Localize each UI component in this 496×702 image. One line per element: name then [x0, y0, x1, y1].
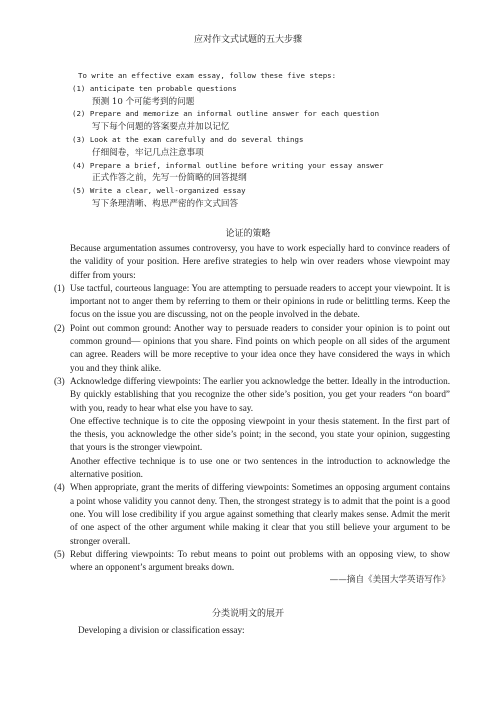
step-chinese: 正式作答之前，先写一份简略的回答提纲 [92, 173, 247, 184]
step-chinese: 写下条理清晰、构思严密的作文式回答 [92, 198, 239, 209]
step-english: Prepare and memorize an informal outline answer for each question [89, 109, 380, 119]
strategy-1 [54, 282, 450, 322]
strategy-5 [54, 548, 450, 575]
strategy-number: (3) [54, 375, 65, 386]
classification-subheading: Developing a division or classification essay: [78, 625, 245, 635]
step-number: (2) [72, 109, 86, 119]
technique-paragraph-1: One effective technique is to cite the opposing viewpoint in your thesis statement. In the first part of the thesis, you acknowledge the other side’s point; in the second, you state your opinion, suggesting that yours is the stronger viewpoint. [70, 415, 450, 453]
strategy-number: (1) [54, 282, 65, 293]
step-number: (3) [72, 134, 86, 144]
strategy-number: (5) [54, 548, 65, 559]
strategy-4 [54, 481, 450, 547]
strategy-text: Acknowledge differing viewpoints: The earlier you acknowledge the better. Ideally in the introduction. By quickly establishing that you recognize the other side’s position, you get your readers “on board” with you, ready to hear what else you have to say. [70, 375, 450, 413]
strategy-2 [54, 322, 450, 375]
step-4 [72, 160, 478, 186]
heading-argument-strategies: 论证的策略 [225, 229, 271, 239]
strategy-text: Use tactful, courteous language: You are attempting to persuade readers to accept your viewpoint. It is important not to anger them by referring to them or their opinions in rude or belittling terms. Keep the focus on the issue you are discussing, not on the people involved in the debate. [70, 282, 450, 320]
step-chinese: 预测 10 个可能考到的问题 [92, 96, 195, 107]
strategy-3 [54, 375, 450, 415]
strategy-text: When appropriate, grant the merits of differing viewpoints: Sometimes an opposing argument contains a point whose validity you cannot deny. Then, the strongest strategy is to admit that the point is a good one. You will lose credibility if you argue against something that clearly makes sense. Admit the merit of one aspect of the other argument while making it clear that you still believe your argument to be stronger overall. [70, 482, 450, 546]
step-number: (1) [72, 83, 86, 93]
steps-intro: To write an effective exam essay, follow these five steps: [78, 71, 337, 80]
step-chinese: 仔细阅卷，牢记几点注意事项 [92, 147, 204, 158]
step-2 [72, 108, 478, 134]
step-english: Look at the exam carefully and do several things [89, 134, 304, 144]
step-3 [72, 134, 478, 160]
step-1 [72, 83, 478, 109]
argument-section [54, 242, 450, 588]
exam-essay-steps [72, 70, 478, 211]
citation: ——摘自《美国大学英语写作》 [329, 575, 450, 586]
strategy-text: Rebut differing viewpoints: To rebut means to point out problems with an opposing view, to show where an opponent’s argument breaks down. [70, 548, 450, 573]
strategy-text: Point out common ground: Another way to persuade readers to consider your opinion is to point out common ground— opinions that you share. Find points on which people on all sides of the argument can agree. Readers will be more receptive to your idea once they have considered the ways in which you and they think alike. [70, 322, 450, 373]
strategy-number: (4) [54, 482, 65, 493]
step-english: Write a clear, well-organized essay [89, 186, 246, 196]
step-number: (4) [72, 160, 86, 170]
heading-five-steps: 应对作文式试题的五大步骤 [193, 35, 302, 45]
step-number: (5) [72, 186, 86, 196]
technique-paragraph-2: Another effective technique is to use one or two sentences in the introduction to acknowledge the alternative position. [70, 455, 450, 480]
step-english: anticipate ten probable questions [89, 83, 237, 93]
step-english: Prepare a brief, informal outline before writing your essay answer [89, 160, 384, 170]
strategy-number: (2) [54, 322, 65, 333]
heading-classification: 分类说明文的展开 [211, 609, 284, 619]
argument-intro: Because argumentation assumes controversy, you have to work especially hard to convince readers of the validity of your position. Here arefive strategies to help win over readers whose viewpoint may differ from yours: [70, 243, 450, 280]
step-chinese: 写下每个问题的答案要点并加以记忆 [92, 122, 230, 133]
step-5 [72, 185, 478, 211]
